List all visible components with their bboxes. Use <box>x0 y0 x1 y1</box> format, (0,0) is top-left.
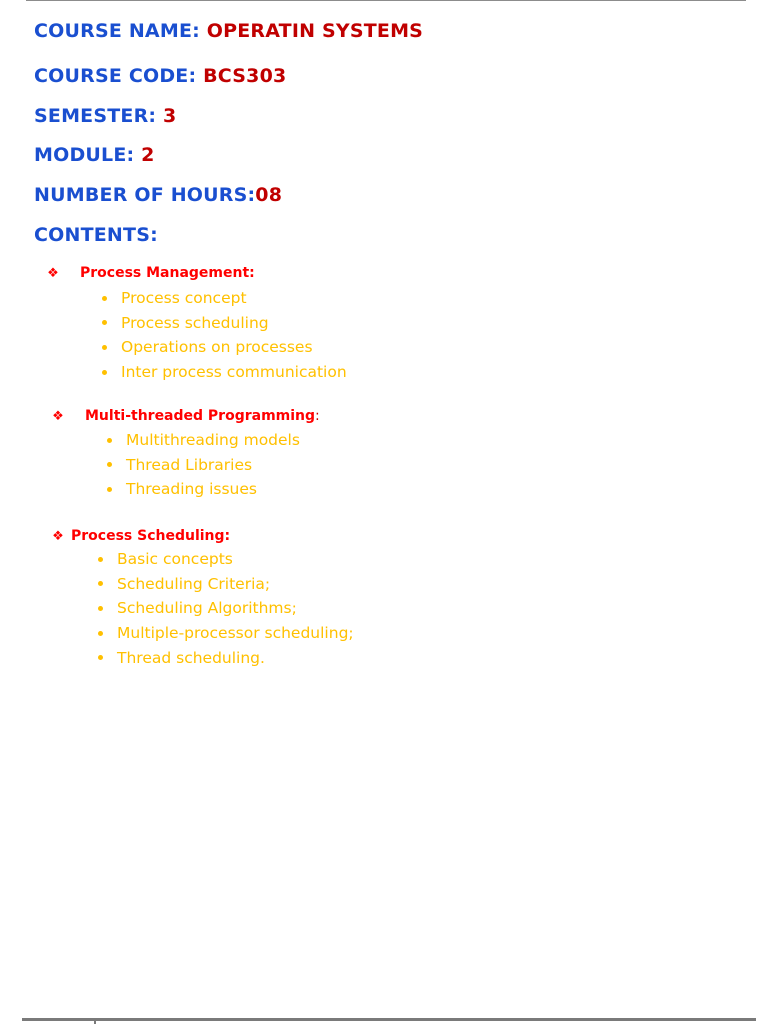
list-item-text: Multiple-processor scheduling; <box>117 624 354 643</box>
list-item <box>98 572 354 597</box>
list-item-text: Threading issues <box>126 480 257 499</box>
list-item-text: Multithreading models <box>126 431 300 450</box>
list-item-text: Process concept <box>121 289 247 308</box>
diamond-bullet-icon: ❖ <box>52 408 64 424</box>
section-process-management <box>46 263 347 384</box>
section-process-scheduling <box>51 526 354 670</box>
list-item-text: Scheduling Criteria; <box>117 574 271 593</box>
section-title: Process Management: <box>80 265 255 281</box>
dot-bullet-icon <box>98 606 103 611</box>
dot-bullet-icon <box>98 557 103 562</box>
hours-label: NUMBER OF HOURS: <box>34 184 256 206</box>
bottom-rule <box>22 1018 756 1021</box>
course-name-label: COURSE NAME: <box>34 20 207 42</box>
semester-value: 3 <box>163 105 177 127</box>
hours-value: 08 <box>255 184 283 206</box>
section-title: Multi-threaded Programming <box>85 408 316 424</box>
list-item <box>102 286 347 311</box>
contents-label: CONTENTS: <box>34 224 158 246</box>
dot-bullet-icon <box>98 581 103 586</box>
list-item-text: Thread Libraries <box>126 455 253 474</box>
hours-line <box>34 184 282 206</box>
list-item-text: Operations on processes <box>121 338 313 357</box>
course-name-value: OPERATIN SYSTEMS <box>206 20 424 42</box>
section-title-row <box>51 406 320 426</box>
course-code-line <box>34 65 286 87</box>
diamond-bullet-icon: ❖ <box>47 265 59 281</box>
top-rule <box>26 0 746 1</box>
list-item-text: Scheduling Algorithms; <box>117 599 297 618</box>
list-item <box>107 477 320 502</box>
section-multithreaded-programming <box>51 406 320 502</box>
list-item <box>102 335 347 360</box>
list-item <box>102 360 347 385</box>
section-item-list <box>102 286 347 384</box>
semester-line <box>34 105 176 127</box>
dot-bullet-icon <box>107 487 112 492</box>
section-title-row <box>51 526 354 546</box>
course-code-value: BCS303 <box>203 65 287 87</box>
section-title-row <box>46 263 347 283</box>
dot-bullet-icon <box>107 462 112 467</box>
list-item-text: Process scheduling <box>121 313 269 332</box>
section-item-list <box>98 547 354 670</box>
list-item <box>98 621 354 646</box>
course-code-label: COURSE CODE: <box>34 65 204 87</box>
list-item <box>107 428 320 453</box>
list-item <box>98 645 354 670</box>
module-label: MODULE: <box>34 144 142 166</box>
module-line <box>34 144 155 166</box>
list-item-text: Thread scheduling. <box>117 648 265 667</box>
list-item <box>98 547 354 572</box>
list-item-text: Basic concepts <box>117 550 233 569</box>
dot-bullet-icon <box>102 320 107 325</box>
semester-label: SEMESTER: <box>34 105 164 127</box>
dot-bullet-icon <box>98 655 103 660</box>
section-title: Process Scheduling: <box>71 528 231 544</box>
course-name-line <box>34 20 423 42</box>
dot-bullet-icon <box>98 631 103 636</box>
dot-bullet-icon <box>102 296 107 301</box>
dot-bullet-icon <box>107 438 112 443</box>
module-value: 2 <box>141 144 155 166</box>
contents-heading <box>34 224 158 246</box>
dot-bullet-icon <box>102 370 107 375</box>
diamond-bullet-icon: ❖ <box>52 528 64 544</box>
list-item <box>107 453 320 478</box>
section-item-list <box>107 428 320 502</box>
list-item <box>98 596 354 621</box>
list-item <box>102 311 347 336</box>
list-item-text: Inter process communication <box>121 363 347 382</box>
section-title-suffix: : <box>315 408 320 424</box>
dot-bullet-icon <box>102 345 107 350</box>
